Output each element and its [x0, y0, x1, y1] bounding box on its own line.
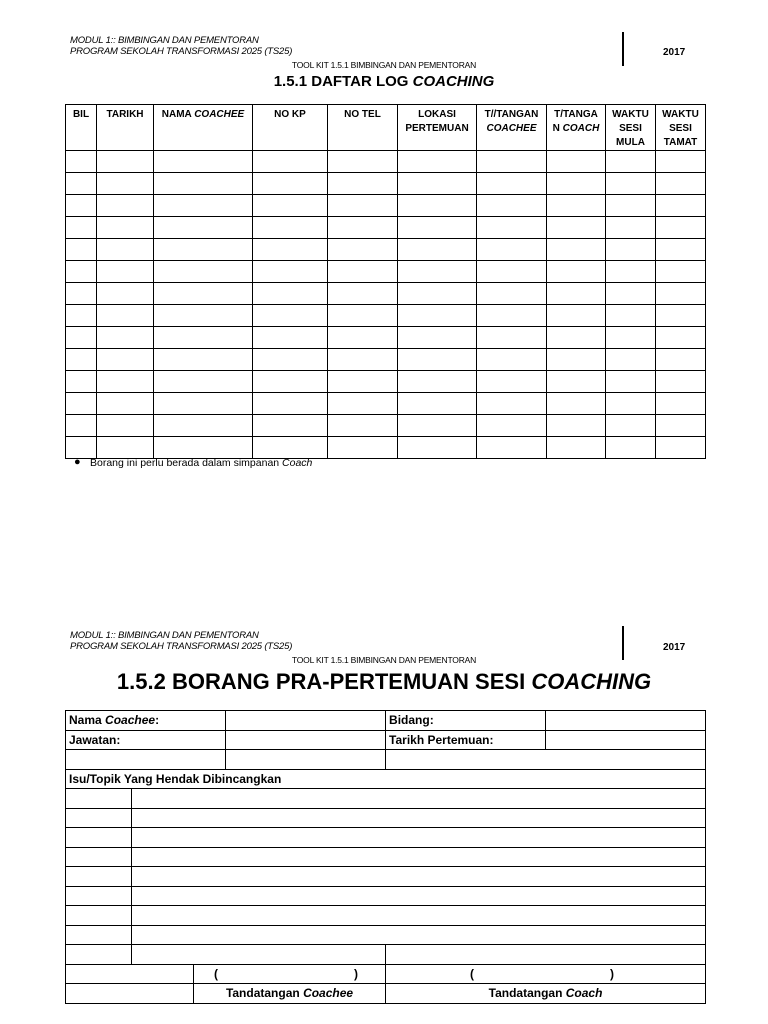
storage-note: ● Borang ini perlu berada dalam simpanan Coach [74, 456, 313, 469]
log-cell[interactable] [97, 283, 154, 305]
log-cell[interactable] [66, 261, 97, 283]
log-cell[interactable] [66, 437, 97, 459]
field-nama-coachee[interactable] [226, 711, 386, 731]
issue-text-cell[interactable] [132, 886, 706, 906]
log-cell[interactable] [606, 173, 656, 195]
log-cell[interactable] [398, 239, 477, 261]
header-year: 2017 [663, 642, 686, 653]
log-cell[interactable] [606, 393, 656, 415]
log-cell[interactable] [656, 437, 706, 459]
log-cell[interactable] [253, 283, 328, 305]
log-cell[interactable] [606, 437, 656, 459]
issue-row [66, 886, 706, 906]
log-cell[interactable] [253, 349, 328, 371]
log-cell[interactable] [97, 239, 154, 261]
log-cell[interactable] [66, 283, 97, 305]
log-cell[interactable] [477, 349, 547, 371]
issue-number-cell[interactable] [66, 828, 132, 848]
log-cell[interactable] [66, 327, 97, 349]
log-cell[interactable] [477, 217, 547, 239]
log-row [66, 327, 706, 349]
log-cell[interactable] [398, 437, 477, 459]
log-cell[interactable] [606, 217, 656, 239]
log-row [66, 415, 706, 437]
log-cell[interactable] [154, 173, 253, 195]
paren-open: ( [470, 966, 475, 981]
log-cell[interactable] [477, 283, 547, 305]
log-cell[interactable] [398, 305, 477, 327]
issue-number-cell[interactable] [66, 886, 132, 906]
log-cell[interactable] [398, 415, 477, 437]
log-cell[interactable] [606, 415, 656, 437]
col-tarikh: TARIKH [97, 105, 154, 151]
log-row [66, 151, 706, 173]
log-cell[interactable] [97, 415, 154, 437]
log-cell[interactable] [656, 151, 706, 173]
log-cell[interactable] [328, 151, 398, 173]
module-header-line2: PROGRAM SEKOLAH TRANSFORMASI 2025 (TS25) [70, 641, 293, 652]
log-cell[interactable] [477, 195, 547, 217]
blank-cell[interactable] [226, 750, 386, 770]
issue-text-cell[interactable] [386, 945, 706, 965]
log-cell[interactable] [477, 393, 547, 415]
log-cell[interactable] [97, 151, 154, 173]
log-cell[interactable] [477, 239, 547, 261]
log-cell[interactable] [398, 217, 477, 239]
log-cell[interactable] [477, 371, 547, 393]
log-cell[interactable] [398, 173, 477, 195]
issue-number-cell[interactable] [66, 808, 132, 828]
log-row [66, 283, 706, 305]
log-cell[interactable] [253, 393, 328, 415]
log-cell[interactable] [253, 195, 328, 217]
log-row [66, 173, 706, 195]
issue-text-cell[interactable] [132, 867, 706, 887]
log-cell[interactable] [154, 151, 253, 173]
log-row [66, 437, 706, 459]
log-cell[interactable] [154, 283, 253, 305]
log-cell[interactable] [253, 151, 328, 173]
issue-number-cell[interactable] [66, 847, 132, 867]
log-row [66, 371, 706, 393]
log-cell[interactable] [154, 261, 253, 283]
log-cell[interactable] [154, 239, 253, 261]
signature-row [66, 964, 706, 984]
issue-row [66, 828, 706, 848]
log-cell[interactable] [97, 393, 154, 415]
log-row [66, 393, 706, 415]
log-cell[interactable] [398, 261, 477, 283]
log-cell[interactable] [97, 371, 154, 393]
log-cell[interactable] [253, 437, 328, 459]
issue-row [66, 925, 706, 945]
log-cell[interactable] [477, 327, 547, 349]
log-cell[interactable] [547, 393, 606, 415]
toolkit-label: TOOL KIT 1.5.1 BIMBINGAN DAN PEMENTORAN [291, 60, 477, 70]
log-cell[interactable] [656, 283, 706, 305]
log-row [66, 217, 706, 239]
log-cell[interactable] [606, 283, 656, 305]
toolkit-label: TOOL KIT 1.5.1 BIMBINGAN DAN PEMENTORAN [291, 655, 477, 665]
issue-text-cell[interactable] [132, 925, 706, 945]
log-cell[interactable] [253, 327, 328, 349]
log-cell[interactable] [154, 371, 253, 393]
form-row-nama [66, 711, 706, 731]
log-cell[interactable] [656, 371, 706, 393]
issue-row [66, 867, 706, 887]
log-cell[interactable] [547, 437, 606, 459]
label-isu-topik: Isu/Topik Yang Hendak Dibincangkan [66, 769, 706, 789]
pre-meeting-form [65, 710, 706, 1004]
log-cell[interactable] [547, 371, 606, 393]
module-header-1 [70, 35, 292, 57]
log-cell[interactable] [656, 195, 706, 217]
log-cell[interactable] [656, 239, 706, 261]
issue-text-cell[interactable] [132, 828, 706, 848]
issue-row [66, 945, 706, 965]
col-bil: BIL [66, 105, 97, 151]
label-tandatangan-coach: Tandatangan Coach [386, 984, 706, 1004]
log-cell[interactable] [328, 173, 398, 195]
log-cell[interactable] [328, 349, 398, 371]
log-cell[interactable] [398, 195, 477, 217]
log-cell[interactable] [66, 239, 97, 261]
log-cell[interactable] [328, 261, 398, 283]
log-row [66, 261, 706, 283]
log-cell[interactable] [97, 327, 154, 349]
log-row [66, 195, 706, 217]
paren-close: ) [610, 966, 615, 981]
log-cell[interactable] [547, 151, 606, 173]
label-bidang: Bidang: [386, 711, 546, 731]
log-cell[interactable] [328, 415, 398, 437]
log-cell[interactable] [328, 437, 398, 459]
log-cell[interactable] [398, 393, 477, 415]
label-jawatan: Jawatan: [66, 730, 226, 750]
issue-row [66, 808, 706, 828]
log-cell[interactable] [97, 261, 154, 283]
log-cell[interactable] [477, 415, 547, 437]
log-cell[interactable] [398, 349, 477, 371]
log-cell[interactable] [97, 305, 154, 327]
log-cell[interactable] [547, 195, 606, 217]
col-waktu-mula: WAKTU SESI MULA [606, 105, 656, 151]
log-cell[interactable] [477, 261, 547, 283]
log-cell[interactable] [606, 371, 656, 393]
log-cell[interactable] [606, 151, 656, 173]
log-cell[interactable] [547, 415, 606, 437]
issue-text-cell[interactable] [132, 847, 706, 867]
log-cell[interactable] [154, 349, 253, 371]
log-cell[interactable] [547, 283, 606, 305]
log-cell[interactable] [606, 327, 656, 349]
log-cell[interactable] [656, 349, 706, 371]
col-no-tel: NO TEL [328, 105, 398, 151]
log-cell[interactable] [547, 217, 606, 239]
issue-text-cell[interactable] [132, 945, 386, 965]
log-header-row [66, 105, 706, 151]
issue-text-cell[interactable] [132, 906, 706, 926]
blank-cell [66, 984, 194, 1004]
form-row-jawatan [66, 730, 706, 750]
log-cell[interactable] [398, 371, 477, 393]
log-row [66, 305, 706, 327]
log-cell[interactable] [328, 217, 398, 239]
log-cell[interactable] [97, 173, 154, 195]
issue-number-cell[interactable] [66, 925, 132, 945]
log-cell[interactable] [97, 437, 154, 459]
module-header-2 [70, 630, 292, 652]
issue-text-cell[interactable] [132, 789, 706, 809]
log-cell[interactable] [547, 327, 606, 349]
form-row-isu [66, 769, 706, 789]
log-cell[interactable] [97, 349, 154, 371]
label-nama-coachee: Nama Coachee: [66, 711, 226, 731]
log-cell[interactable] [606, 195, 656, 217]
log-cell[interactable] [253, 217, 328, 239]
log-cell[interactable] [66, 195, 97, 217]
log-cell[interactable] [154, 415, 253, 437]
log-cell[interactable] [66, 173, 97, 195]
log-cell[interactable] [606, 349, 656, 371]
log-cell[interactable] [66, 151, 97, 173]
log-cell[interactable] [656, 173, 706, 195]
col-tandatangan-coachee: T//TANGAN COACHEE [477, 105, 547, 151]
log-cell[interactable] [328, 327, 398, 349]
log-cell[interactable] [328, 195, 398, 217]
log-cell[interactable] [547, 239, 606, 261]
col-tandatangan-coach: T/TANGA N COACH [547, 105, 606, 151]
log-cell[interactable] [253, 173, 328, 195]
log-cell[interactable] [656, 327, 706, 349]
issue-number-cell[interactable] [66, 789, 132, 809]
paren-open: ( [214, 966, 218, 981]
signature-coach-box[interactable] [386, 964, 706, 984]
field-bidang[interactable] [546, 711, 706, 731]
header-year: 2017 [663, 47, 686, 58]
log-cell[interactable] [477, 437, 547, 459]
col-waktu-tamat: WAKTU SESI TAMAT [656, 105, 706, 151]
bullet-icon: ● [74, 456, 81, 468]
log-cell[interactable] [154, 393, 253, 415]
field-jawatan[interactable] [226, 730, 386, 750]
paren-close: ) [354, 966, 358, 981]
issue-row [66, 789, 706, 809]
signature-coachee-box[interactable] [194, 964, 386, 984]
log-cell[interactable] [656, 305, 706, 327]
log-cell[interactable] [477, 305, 547, 327]
log-cell[interactable] [328, 283, 398, 305]
log-cell[interactable] [328, 305, 398, 327]
log-cell[interactable] [656, 415, 706, 437]
log-cell[interactable] [66, 305, 97, 327]
log-cell[interactable] [656, 217, 706, 239]
module-header-line1: MODUL 1:: BIMBINGAN DAN PEMENTORAN [70, 630, 259, 641]
log-cell[interactable] [547, 261, 606, 283]
issue-number-cell[interactable] [66, 945, 132, 965]
log-cell[interactable] [154, 195, 253, 217]
module-header-line1: MODUL 1:: BIMBINGAN DAN PEMENTORAN [70, 35, 259, 46]
signature-label-row [66, 984, 706, 1004]
log-cell[interactable] [66, 217, 97, 239]
log-cell[interactable] [328, 393, 398, 415]
col-no-kp: NO KP [253, 105, 328, 151]
form-title: 1.5.2 BORANG PRA-PERTEMUAN SESI COACHING [116, 669, 652, 694]
log-cell[interactable] [328, 371, 398, 393]
log-cell[interactable] [398, 283, 477, 305]
log-row [66, 239, 706, 261]
log-cell[interactable] [154, 305, 253, 327]
log-title: 1.5.1 DAFTAR LOG COACHING [273, 73, 495, 90]
log-cell[interactable] [606, 239, 656, 261]
log-cell[interactable] [398, 327, 477, 349]
log-cell[interactable] [656, 393, 706, 415]
form-row-blank [66, 750, 706, 770]
log-cell[interactable] [477, 151, 547, 173]
blank-cell[interactable] [386, 750, 706, 770]
log-cell[interactable] [477, 173, 547, 195]
log-cell[interactable] [656, 261, 706, 283]
log-cell[interactable] [253, 371, 328, 393]
log-cell[interactable] [398, 151, 477, 173]
col-nama-coachee: NAMA COACHEE [154, 105, 253, 151]
module-header-line2: PROGRAM SEKOLAH TRANSFORMASI 2025 (TS25) [70, 46, 293, 57]
log-cell[interactable] [66, 393, 97, 415]
log-cell[interactable] [253, 415, 328, 437]
log-body [66, 151, 706, 459]
log-cell[interactable] [547, 349, 606, 371]
log-cell[interactable] [253, 305, 328, 327]
log-cell[interactable] [154, 217, 253, 239]
log-row [66, 349, 706, 371]
issue-row [66, 847, 706, 867]
log-cell[interactable] [606, 261, 656, 283]
log-cell[interactable] [66, 349, 97, 371]
log-cell[interactable] [154, 327, 253, 349]
issue-number-cell[interactable] [66, 867, 132, 887]
blank-cell[interactable] [66, 750, 226, 770]
log-cell[interactable] [547, 305, 606, 327]
log-cell[interactable] [97, 195, 154, 217]
log-cell[interactable] [328, 239, 398, 261]
coaching-log-table [65, 104, 706, 459]
issue-text-cell[interactable] [132, 808, 706, 828]
log-cell[interactable] [66, 415, 97, 437]
issue-number-cell[interactable] [66, 906, 132, 926]
log-cell[interactable] [154, 437, 253, 459]
blank-cell [66, 964, 194, 984]
log-cell[interactable] [66, 371, 97, 393]
log-cell[interactable] [547, 173, 606, 195]
log-cell[interactable] [606, 305, 656, 327]
col-lokasi-pertemuan: LOKASI PERTEMUAN [398, 105, 477, 151]
log-cell[interactable] [253, 261, 328, 283]
label-tandatangan-coachee: Tandatangan Coachee [194, 984, 386, 1004]
log-cell[interactable] [97, 217, 154, 239]
label-tarikh-pertemuan: Tarikh Pertemuan: [386, 730, 546, 750]
issue-row [66, 906, 706, 926]
log-cell[interactable] [253, 239, 328, 261]
field-tarikh-pertemuan[interactable] [546, 730, 706, 750]
